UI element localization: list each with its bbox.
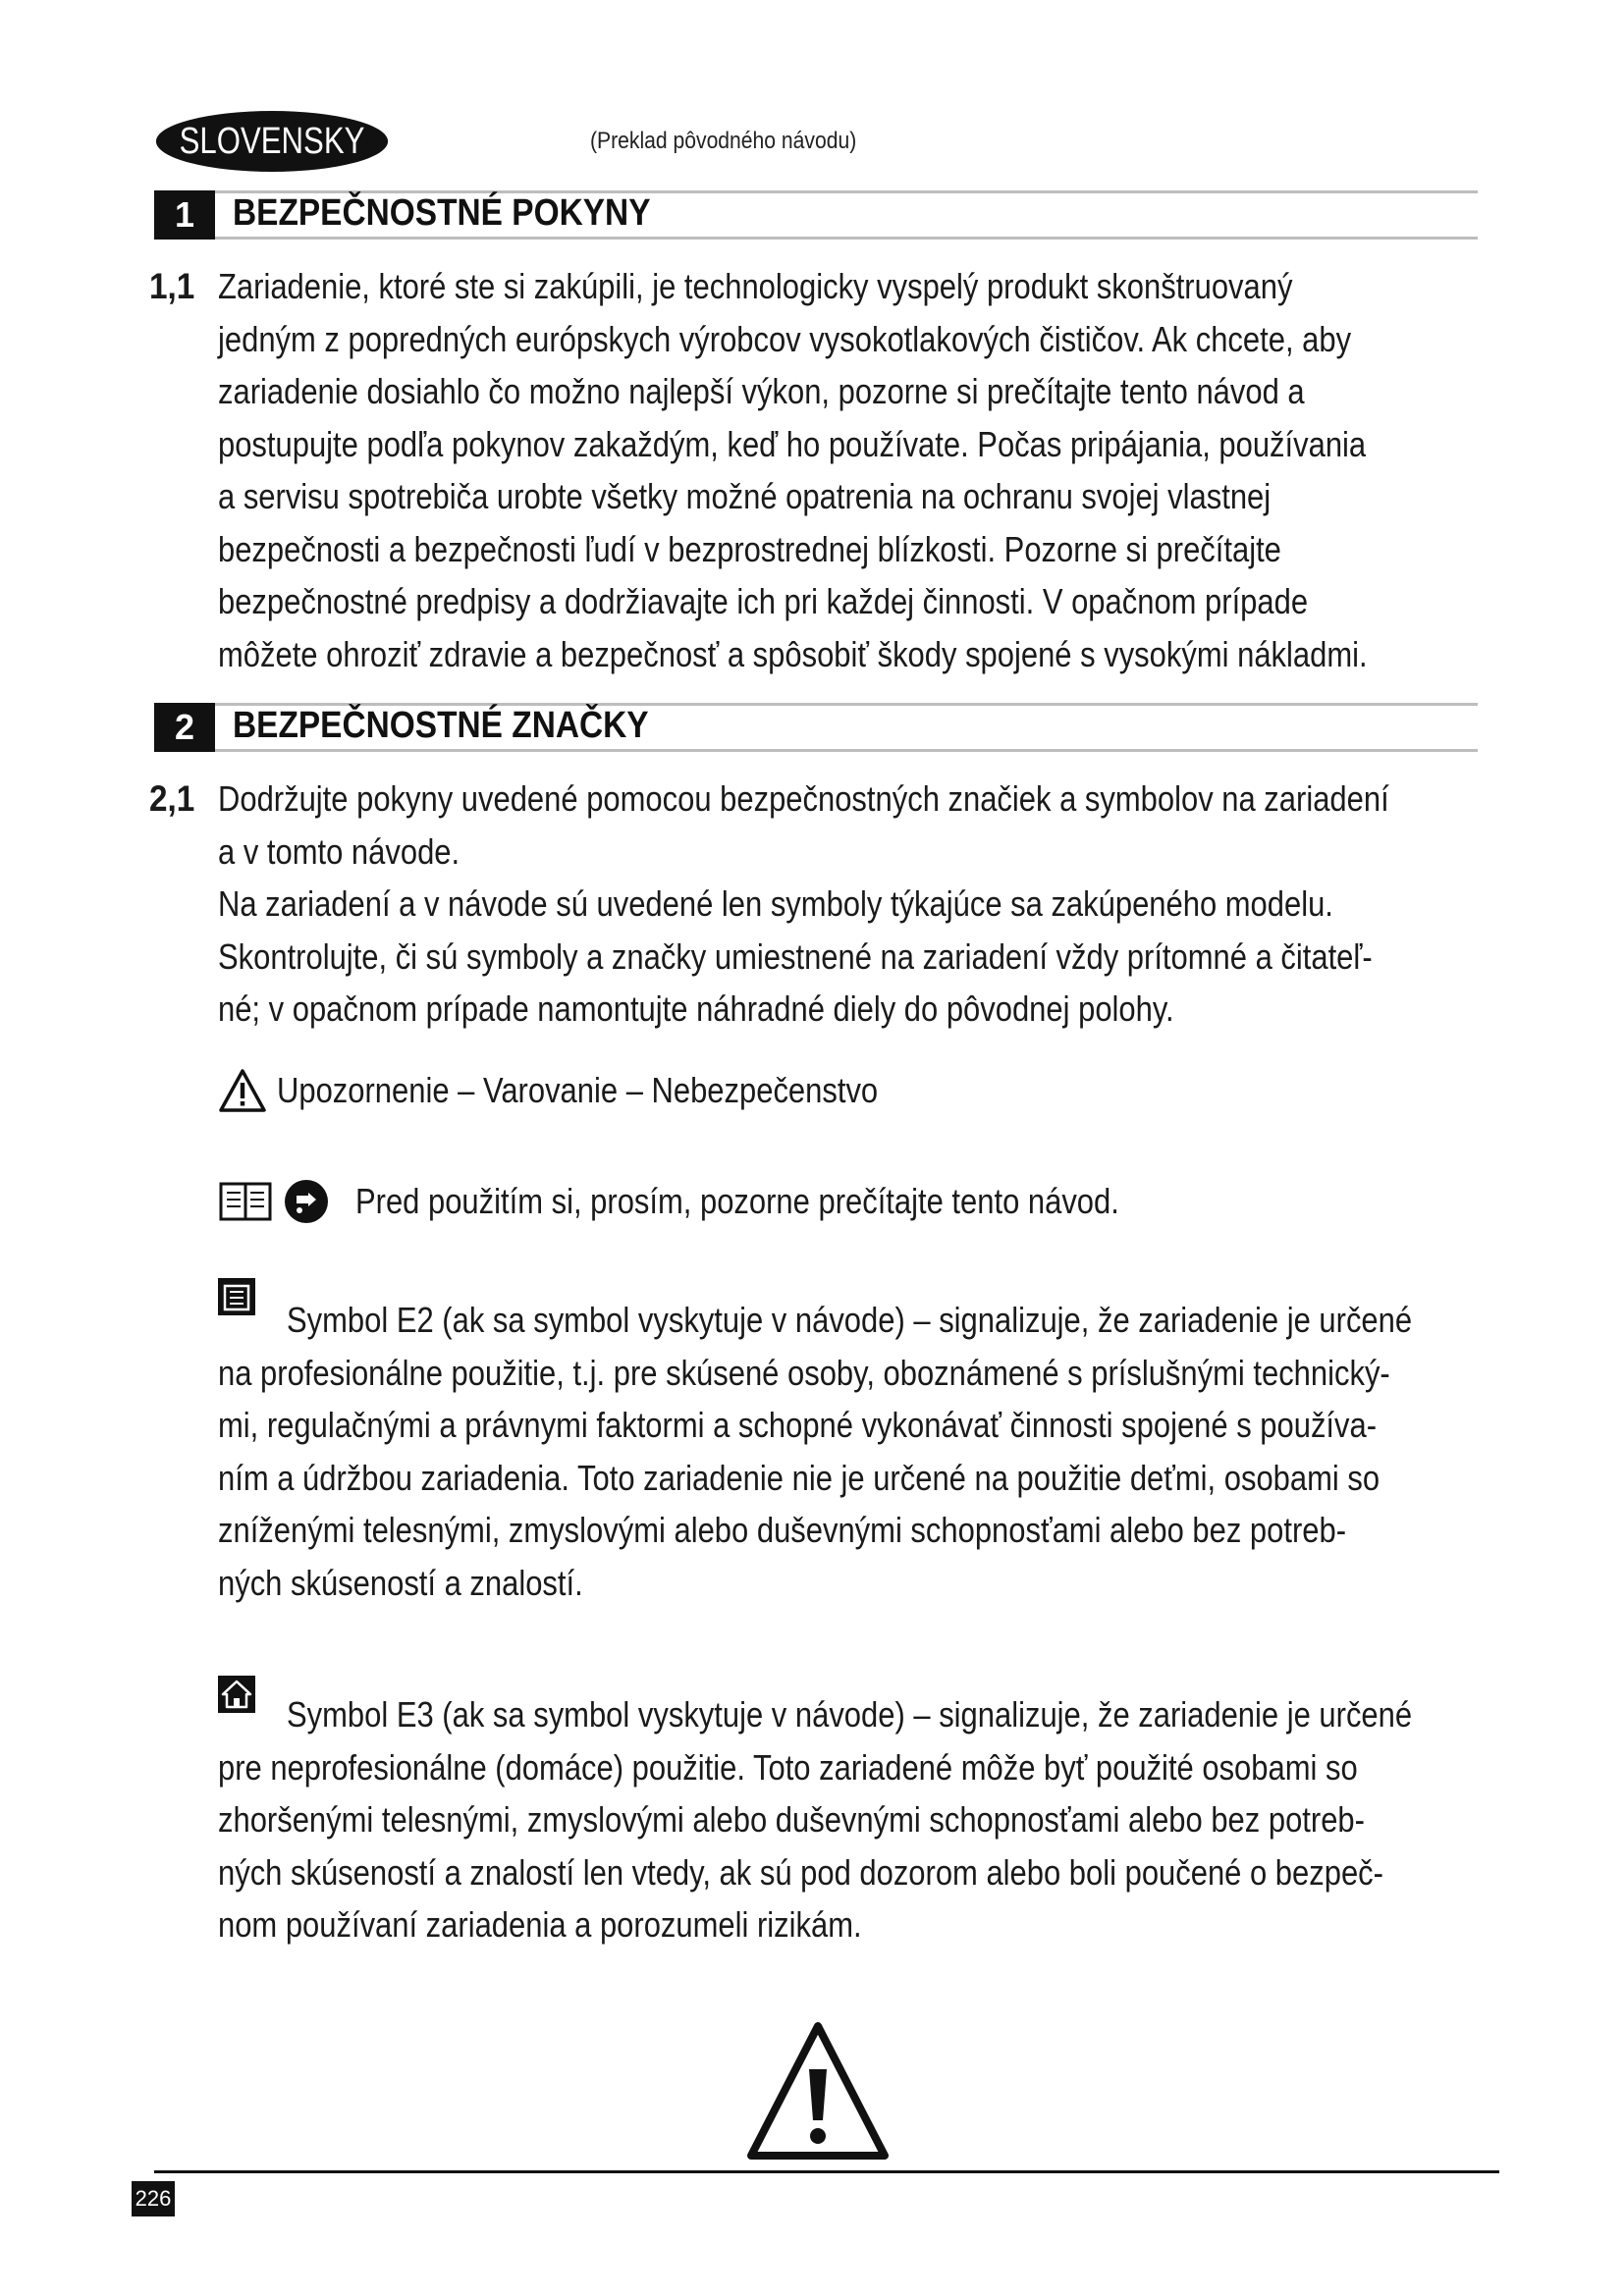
text-line: a v tomto návode.: [218, 830, 460, 872]
text-line: jedným z popredných európskych výrobcov vysokotlakových čističov. Ak chcete, aby: [218, 318, 1352, 359]
warning-symbol-text: Upozornenie – Varovanie – Nebezpečenstvo: [277, 1070, 879, 1110]
text-line: a servisu spotrebiča urobte všetky možné opatrenia na ochranu svojej vlastnej: [218, 476, 1272, 516]
large-warning-triangle-icon: [744, 2018, 892, 2165]
text-line: bezpečnosti a bezpečnosti ľudí v bezprostrednej blízkosti. Pozorne si prečítajte: [218, 528, 1281, 569]
warning-symbol-row: [218, 1068, 976, 1113]
section-1-title: BEZPEČNOSTNÉ POKYNY: [233, 192, 651, 234]
text-line: bezpečnostné predpisy a dodržiavajte ich pri každej činnosti. V opačnom prípade: [218, 581, 1309, 621]
text-line: Symbol E2 (ak sa symbol vyskytuje v návode) – signalizuje, že zariadenie je určené: [287, 1300, 1413, 1340]
warning-triangle-icon: [218, 1068, 267, 1113]
read-manual-text: Pred použitím si, prosím, pozorne prečítajte tento návod.: [355, 1181, 1119, 1221]
read-manual-row: [218, 1178, 1243, 1225]
open-book-icon: [218, 1181, 273, 1222]
footer-rule: [154, 2170, 1499, 2173]
para-1-1-number: 1,1: [149, 266, 195, 306]
text-line: postupujte podľa pokynov zakaždým, keď ho používate. Počas pripájania, používania: [218, 423, 1367, 464]
translation-subtitle: (Preklad pôvodného návodu): [590, 128, 857, 154]
section-2-title: BEZPEČNOSTNÉ ZNAČKY: [233, 705, 649, 746]
section-2-number: 2: [154, 703, 215, 752]
text-line: zníženými telesnými, zmyslovými alebo duševnými schopnosťami alebo bez potreb-: [218, 1510, 1347, 1550]
section-2-rule-bottom: [215, 749, 1478, 752]
read-manual-icon: [283, 1178, 330, 1225]
page-number: 226: [132, 2181, 175, 2216]
para-1-1-text: [218, 260, 1504, 680]
symbol-e3-text: [218, 1688, 1504, 1951]
section-2-header: [154, 703, 1478, 752]
section-1-rule-bottom: [215, 237, 1478, 240]
text-line: Skontrolujte, či sú symboly a značky umiestnené na zariadení vždy prítomné a čitateľ-: [218, 935, 1373, 977]
text-line: na profesionálne použitie, t.j. pre skúsené osoby, oboznámené s príslušnými technický-: [218, 1352, 1390, 1393]
text-line: môžete ohroziť zdravie a bezpečnosť a spôsobiť škody spojené s vysokými nákladmi.: [218, 633, 1368, 674]
text-line: Dodržujte pokyny uvedené pomocou bezpečnostných značiek a symbolov na zariadení: [218, 778, 1389, 819]
text-line: Symbol E3 (ak sa symbol vyskytuje v návode) – signalizuje, že zariadenie je určené: [287, 1694, 1413, 1735]
text-line: pre neprofesionálne (domáce) použitie. Toto zariadené môže byť použité osobami so: [218, 1746, 1358, 1788]
text-line: mi, regulačnými a právnymi faktormi a schopné vykonávať činnosti spojené s používa-: [218, 1405, 1378, 1445]
text-line: zhoršenými telesnými, zmyslovými alebo duševnými schopnosťami alebo bez potreb-: [218, 1799, 1365, 1840]
para-2-1-text: [218, 773, 1504, 1036]
text-line: Na zariadení a v návode sú uvedené len symboly týkajúce sa zakúpeného modelu.: [218, 883, 1333, 924]
text-line: ných skúseností a znalostí.: [218, 1562, 583, 1603]
language-badge: [156, 111, 388, 172]
para-2-1-number: 2,1: [149, 778, 195, 819]
text-line: ných skúseností a znalostí len vtedy, ak sú pod dozorom alebo boli poučené o bezpeč-: [218, 1851, 1383, 1893]
text-line: zariadenie dosiahlo čo možno najlepší výkon, pozorne si prečítajte tento návod a: [218, 371, 1305, 411]
section-1-header: [154, 190, 1478, 240]
text-line: Zariadenie, ktoré ste si zakúpili, je technologicky vyspelý produkt skonštruovaný: [218, 266, 1293, 306]
symbol-e2-text: [218, 1294, 1504, 1609]
text-line: né; v opačnom prípade namontujte náhradné diely do pôvodnej polohy.: [218, 988, 1174, 1029]
text-line: nom používaní zariadenia a porozumeli rizikám.: [218, 1904, 862, 1945]
section-1-number: 1: [154, 190, 215, 240]
language-badge-label: SLOVENSKY: [179, 120, 365, 162]
text-line: ním a údržbou zariadenia. Toto zariadenie nie je určené na použitie deťmi, osobami so: [218, 1457, 1380, 1498]
